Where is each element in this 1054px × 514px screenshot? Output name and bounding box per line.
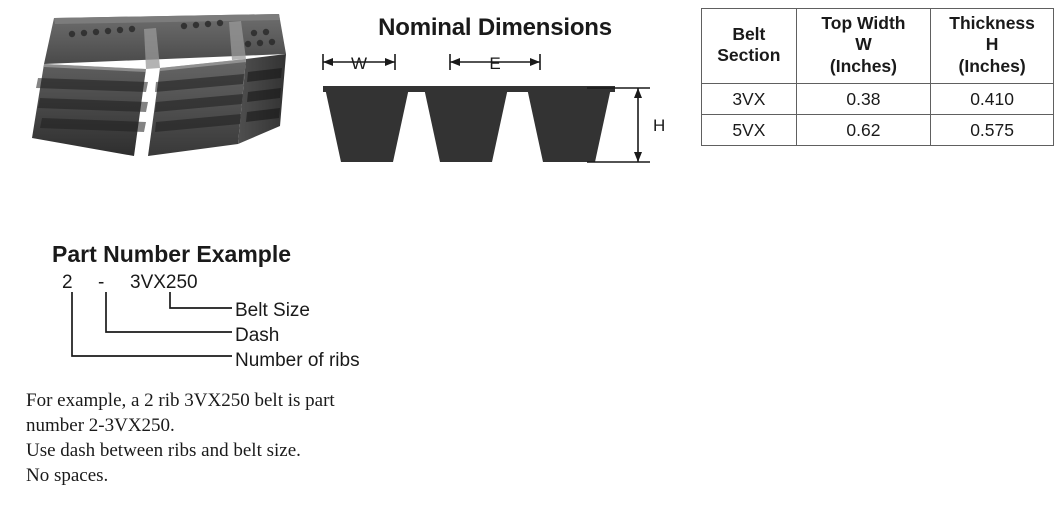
nominal-dimensions-title: Nominal Dimensions [378, 14, 612, 41]
belt-dimensions-table [701, 8, 1054, 146]
cell-top-width: 0.38 [796, 84, 931, 115]
cell-thickness: 0.410 [931, 84, 1054, 115]
explanation-line-3: Use dash between ribs and belt size. [26, 440, 301, 461]
cell-top-width: 0.62 [796, 115, 931, 146]
cell-thickness: 0.575 [931, 115, 1054, 146]
part-number-example-title: Part Number Example [52, 241, 292, 267]
table-row [702, 115, 1054, 146]
callout-belt-size: Belt Size [235, 300, 310, 321]
explanation-line-4: No spaces. [26, 465, 109, 486]
callout-number-of-ribs: Number of ribs [235, 350, 360, 371]
belt-illustration [24, 6, 304, 176]
table-header-thickness: Thickness H (Inches) [931, 9, 1054, 84]
belt-cross-section-clean [323, 86, 615, 162]
cell-belt-section: 5VX [702, 115, 797, 146]
cell-belt-section: 3VX [702, 84, 797, 115]
explanation-text [26, 388, 496, 488]
part-number-dash-value: - [98, 272, 105, 293]
table-row [702, 84, 1054, 115]
dimension-label-e: E [489, 54, 501, 73]
explanation-line-1: For example, a 2 rib 3VX250 belt is part [26, 390, 335, 411]
table-header-belt-section: Belt Section [702, 9, 797, 84]
dimension-label-w: W [350, 54, 368, 73]
part-number-size-value: 3VX250 [130, 272, 198, 293]
callout-dash: Dash [235, 325, 280, 346]
table-header-top-width: Top Width W (Inches) [796, 9, 931, 84]
part-number-ribs-value: 2 [62, 272, 73, 293]
dimension-label-h: H [653, 116, 666, 135]
explanation-line-2: number 2-3VX250. [26, 415, 175, 436]
table-header-row [702, 9, 1054, 84]
nominal-dimensions-diagram [305, 44, 685, 179]
